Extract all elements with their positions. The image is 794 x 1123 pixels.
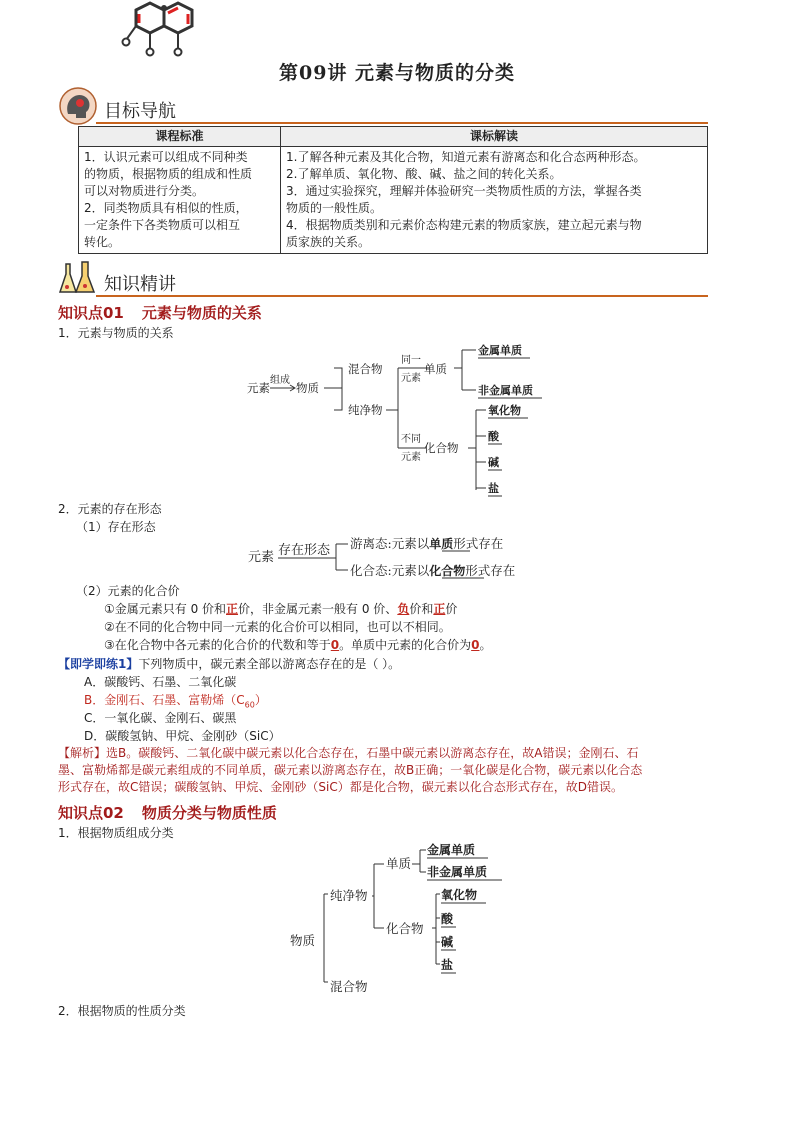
svg-text:氧化物: 氧化物 [488,404,521,417]
section-goals-heading: 目标导航 [104,101,176,122]
svg-text:纯净物: 纯净物 [348,403,383,417]
practice-question: 【即学即练1】下列物质中，碳元素全部以游离态存在的是（ ）。 [58,657,401,671]
kp2-subheading-1: 1．根据物质组成分类 [58,826,174,840]
svg-text:元素: 元素 [401,373,421,384]
svg-text:纯净物: 纯净物 [330,888,368,903]
molecule-logo-icon [118,0,198,62]
kp1-subheading-2-1: （1）存在形态 [76,520,156,534]
table-header-standards: 课程标准 [79,127,281,147]
element-substance-tree [240,338,560,498]
svg-text:盐: 盐 [441,958,454,972]
element-form-diagram [244,532,564,584]
svg-text:单质: 单质 [424,362,447,376]
valence-rule-1: ①金属元素只有 0 价和正价，非金属元素一般有 0 价、负价和正价 [104,602,458,616]
svg-text:非金属单质: 非金属单质 [427,865,488,879]
option-d: D．碳酸氢钠、甲烷、金刚砂（SiC） [84,729,281,743]
analysis-text: 【解析】选B。碳酸钙、二氧化碳中碳元素以化合态存在，石墨中碳元素以游离态存在，故A错误；金刚石、石 墨、富勒烯都是碳元素组成的不同单质，碳元素以游离态存在，故B正确；一氧化碳是化合物，碳元素以化合态 形式存在，故C错误；碳酸氢钠、甲烷、金刚砂（SiC）都是化合物，碳元素以化合态形式存在，故D错误。 [58,746,643,794]
svg-text:物质: 物质 [290,933,316,948]
svg-text:金属单质: 金属单质 [478,344,522,357]
svg-text:酸: 酸 [441,912,454,926]
svg-text:酸: 酸 [488,430,499,443]
kp2-subheading-2: 2．根据物质的性质分类 [58,1004,186,1018]
svg-text:混合物: 混合物 [330,979,368,994]
svg-text:氧化物: 氧化物 [441,888,478,902]
svg-text:物质: 物质 [296,381,319,395]
kp1-subheading-2: 2．元素的存在形态 [58,502,162,516]
option-b: B．金刚石、石墨、富勒烯$(C_{60})$ [84,693,267,710]
knowledge-point-01-heading: 知识点01 元素与物质的关系 [58,304,262,322]
option-c: C．一氧化碳、金刚石、碳黑 [84,711,237,725]
valence-rule-2: ②在不同的化合物中同一元素的化合价可以相同，也可以不相同。 [104,620,451,634]
svg-text:游离态:元素以单质形式存在: 游离态:元素以单质形式存在 [350,536,504,551]
svg-text:元素: 元素 [401,452,421,463]
svg-text:盐: 盐 [488,482,499,495]
svg-text:碱: 碱 [488,456,499,469]
section-knowledge-heading: 知识精讲 [104,274,176,295]
option-a: A．碳酸钙、石墨、二氧化碳 [84,675,237,689]
svg-text:同一: 同一 [401,355,421,366]
interpretation-cell: 1.了解各种元素及其化合物，知道元素有游离态和化合态两种形态。 2.了解单质、氧化物、酸、碱、盐之间的转化关系。 3．通过实验探究，理解并体验研究一类物质性质的方法，掌握各类 物质的一般性质。 4．根据物质类别和元素价态构建元素的物质家族，建立起元素与物 质家族的关系。 [281,147,708,254]
tree-node-element: 元素 [247,381,270,395]
substance-classification-tree [286,836,516,998]
svg-text:元素: 元素 [248,550,275,565]
svg-text:非金属单质: 非金属单质 [478,384,533,397]
kp1-subheading-2-2: （2）元素的化合价 [76,584,180,598]
svg-text:化合态:元素以化合物形式存在: 化合态:元素以化合物形式存在 [350,563,516,578]
head-brain-icon [58,86,98,126]
page-title: 第09讲 元素与物质的分类 [278,62,516,84]
svg-text:金属单质: 金属单质 [427,843,476,857]
section-rule [96,122,708,124]
svg-text:化合物: 化合物 [386,921,424,936]
table-header-interpretation: 课标解读 [281,127,708,147]
standards-cell: 1．认识元素可以组成不同种类 的物质，根据物质的组成和性质 可以对物质进行分类。 2．同类物质具有相似的性质， 一定条件下各类物质可以相互 转化。 [79,147,281,254]
kp1-subheading-1: 1．元素与物质的关系 [58,326,174,340]
svg-text:存在形态: 存在形态 [278,543,331,558]
section-rule [96,295,708,297]
svg-text:不同: 不同 [401,434,421,445]
svg-text:组成: 组成 [270,375,290,386]
flask-icon [58,258,98,298]
svg-text:单质: 单质 [386,856,412,871]
svg-text:碱: 碱 [441,935,454,949]
svg-text:化合物: 化合物 [424,441,459,455]
valence-rule-3: ③在化合物中各元素的化合价的代数和等于0。单质中元素的化合价为0。 [104,638,492,652]
knowledge-point-02-heading: 知识点02 物质分类与物质性质 [58,804,277,822]
svg-text:混合物: 混合物 [348,362,383,376]
standards-table [78,126,708,254]
